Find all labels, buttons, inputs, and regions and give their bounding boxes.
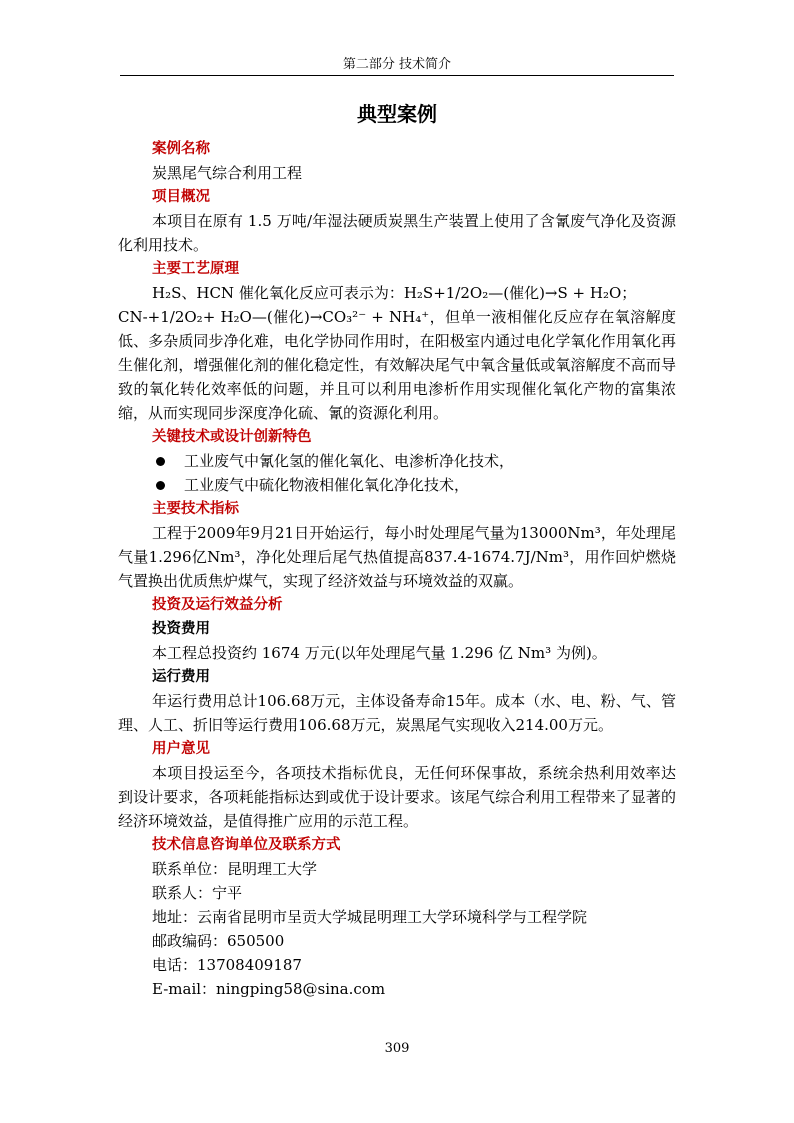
- contact-person: 联系人：宁平: [152, 884, 243, 902]
- running-header: 第二部分 技术简介: [342, 57, 452, 72]
- principle-text: CN-+1/2O₂+ H₂O—(催化)→CO₃²⁻ + NH₄⁺，但单一液相催化反应存在氧溶解度低、多杂质同步净化难，电化学协同作用时，在阳极室内通过电化学氧化作用氧化再生催化剂，增强催化剂的催化稳定性，有效解决尾气中氧含量低或氧溶解度不高而导致的氧化转化效率低的问题，并且可以利用电渗析作用实现催化氧化产物的富集浓缩，从而实现同步深度净化硫、氰的资源化利用。: [118, 308, 676, 422]
- invest-cost-heading: 投资费用: [152, 621, 210, 637]
- case-name-value: 炭黑尾气综合利用工程: [152, 164, 303, 182]
- page-number: 309: [384, 1041, 410, 1056]
- innovation-item: 工业废气中氰化氢的催化氧化、电渗析净化技术，: [184, 452, 515, 470]
- contact-address: 地址：云南省昆明市呈贡大学城昆明理工大学环境科学与工程学院: [152, 908, 588, 926]
- contact-postcode: 邮政编码：650500: [152, 932, 285, 950]
- contact-unit: 联系单位：昆明理工大学: [152, 860, 318, 878]
- contact-email: E-mail：ningping58@sina.com: [152, 980, 386, 998]
- page-title: 典型案例: [357, 102, 437, 126]
- case-name-heading: 案例名称: [152, 141, 210, 157]
- principle-heading: 主要工艺原理: [152, 261, 239, 277]
- list-item: [118, 473, 676, 497]
- indicators-heading: 主要技术指标: [152, 501, 239, 517]
- overview-text: 本项目在原有 1.5 万吨/年湿法硬质炭黑生产装置上使用了含氰废气净化及资源化利用技术。: [118, 212, 676, 254]
- principle-formula-line: H₂S、HCN 催化氧化反应可表示为：H₂S+1/2O₂—(催化)→S + H₂O；: [152, 284, 637, 302]
- indicators-text: 工程于2009年9月21日开始运行，每小时处理尾气量为13000Nm³，年处理尾气量1.296亿Nm³，净化处理后尾气热值提高837.4-1674.7J/Nm³，用作回炉燃烧气置换出优质焦炉煤气，实现了经济效益与环境效益的双赢。: [118, 524, 676, 590]
- contact-phone: 电话：13708409187: [152, 956, 302, 974]
- innovation-item: 工业废气中硫化物液相催化氧化净化技术，: [184, 476, 470, 494]
- investment-heading: 投资及运行效益分析: [152, 597, 283, 613]
- operating-cost-text: 年运行费用总计106.68万元，主体设备寿命15年。成本（水、电、粉、气、管理、人工、折旧等运行费用106.68万元，炭黑尾气实现收入214.00万元。: [118, 692, 676, 734]
- feedback-text: 本项目投运至今，各项技术指标优良，无任何环保事故，系统余热利用效率达到设计要求，各项耗能指标达到或优于设计要求。该尾气综合利用工程带来了显著的经济环境效益，是值得推广应用的示范工程。: [118, 764, 676, 830]
- bullet-icon: [156, 457, 165, 466]
- overview-heading: 项目概况: [152, 189, 210, 205]
- list-item: [118, 449, 676, 473]
- invest-cost-text: 本工程总投资约 1674 万元(以年处理尾气量 1.296 亿 Nm³ 为例)。: [152, 644, 607, 662]
- feedback-heading: 用户意见: [152, 741, 210, 757]
- bullet-icon: [156, 481, 165, 490]
- header-divider: [120, 75, 674, 76]
- contact-heading: 技术信息咨询单位及联系方式: [152, 837, 341, 853]
- innovation-heading: 关键技术或设计创新特色: [152, 429, 312, 445]
- document-body: [118, 137, 676, 1001]
- operating-cost-heading: 运行费用: [152, 669, 210, 685]
